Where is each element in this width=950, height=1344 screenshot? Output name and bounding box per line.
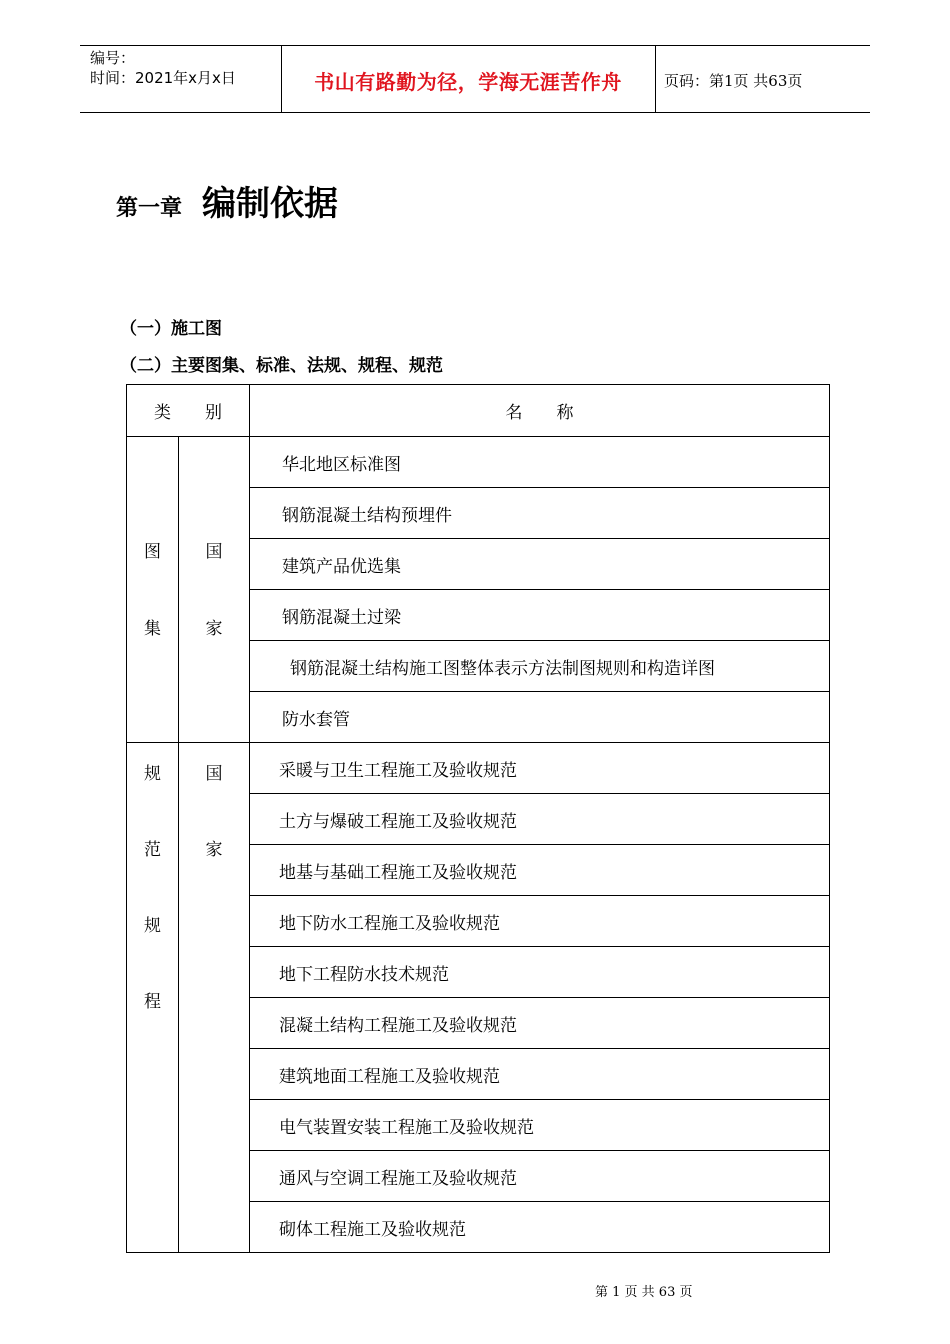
standard-name: 混凝土结构工程施工及验收规范 — [250, 998, 830, 1049]
page-footer: 第 1 页 共 63 页 — [595, 1285, 693, 1300]
category-char: 集 — [144, 619, 161, 639]
standard-name: 地基与基础工程施工及验收规范 — [250, 845, 830, 896]
standard-name: 土方与爆破工程施工及验收规范 — [250, 794, 830, 845]
category-cell-codes — [127, 743, 179, 1253]
chapter-title: 编制依据 — [202, 184, 339, 224]
standard-name: 华北地区标准图 — [250, 437, 830, 488]
category-char: 规 — [144, 916, 161, 936]
subcategory-char: 国 — [205, 542, 223, 562]
subcategory-cell-national — [179, 437, 250, 743]
standard-name: 建筑地面工程施工及验收规范 — [250, 1049, 830, 1100]
table-row — [127, 743, 830, 794]
standard-name: 采暖与卫生工程施工及验收规范 — [250, 743, 830, 794]
header-motto: 书山有路勤为径，学海无涯苦作舟 — [314, 70, 622, 94]
document-code-label: 编号： — [90, 49, 136, 67]
header-name: 名 称 — [250, 385, 830, 437]
category-char: 规 — [144, 764, 161, 784]
table-row — [127, 437, 830, 488]
document-date: 时间：2021年x月x日 — [90, 69, 236, 87]
header-page-info: 页码：第1页 共63页 — [664, 72, 803, 90]
subcategory-char: 家 — [205, 619, 223, 639]
chapter-heading — [116, 176, 338, 225]
standard-name: 钢筋混凝土结构预埋件 — [250, 488, 830, 539]
header-meta — [90, 48, 236, 88]
table-header-row — [127, 385, 830, 437]
subcategory-cell-national — [179, 743, 250, 1253]
standard-name: 砌体工程施工及验收规范 — [250, 1202, 830, 1253]
standard-name: 电气装置安装工程施工及验收规范 — [250, 1100, 830, 1151]
category-char: 程 — [144, 992, 161, 1012]
standard-name: 地下工程防水技术规范 — [250, 947, 830, 998]
category-char: 图 — [144, 542, 161, 562]
standard-name: 防水套管 — [250, 692, 830, 743]
category-cell-atlas — [127, 437, 179, 743]
header-bottom-rule — [80, 112, 870, 113]
standard-name: 通风与空调工程施工及验收规范 — [250, 1151, 830, 1202]
subcategory-char: 国 — [205, 764, 223, 784]
standard-name: 地下防水工程施工及验收规范 — [250, 896, 830, 947]
subcategory-char: 家 — [205, 840, 223, 860]
standard-name: 钢筋混凝土结构施工图整体表示方法制图规则和构造详图 — [250, 641, 830, 692]
standard-name: 建筑产品优选集 — [250, 539, 830, 590]
section-heading: （二）主要图集、标准、法规、规程、规范 — [120, 356, 443, 376]
chapter-number: 第一章 — [116, 195, 183, 221]
category-char: 范 — [144, 840, 161, 860]
header-category: 类 别 — [127, 385, 250, 437]
standard-name: 钢筋混凝土过梁 — [250, 590, 830, 641]
standards-table — [126, 384, 830, 1253]
section-heading: （一）施工图 — [120, 319, 222, 339]
header-top-rule — [80, 45, 870, 46]
header-divider — [655, 45, 656, 113]
